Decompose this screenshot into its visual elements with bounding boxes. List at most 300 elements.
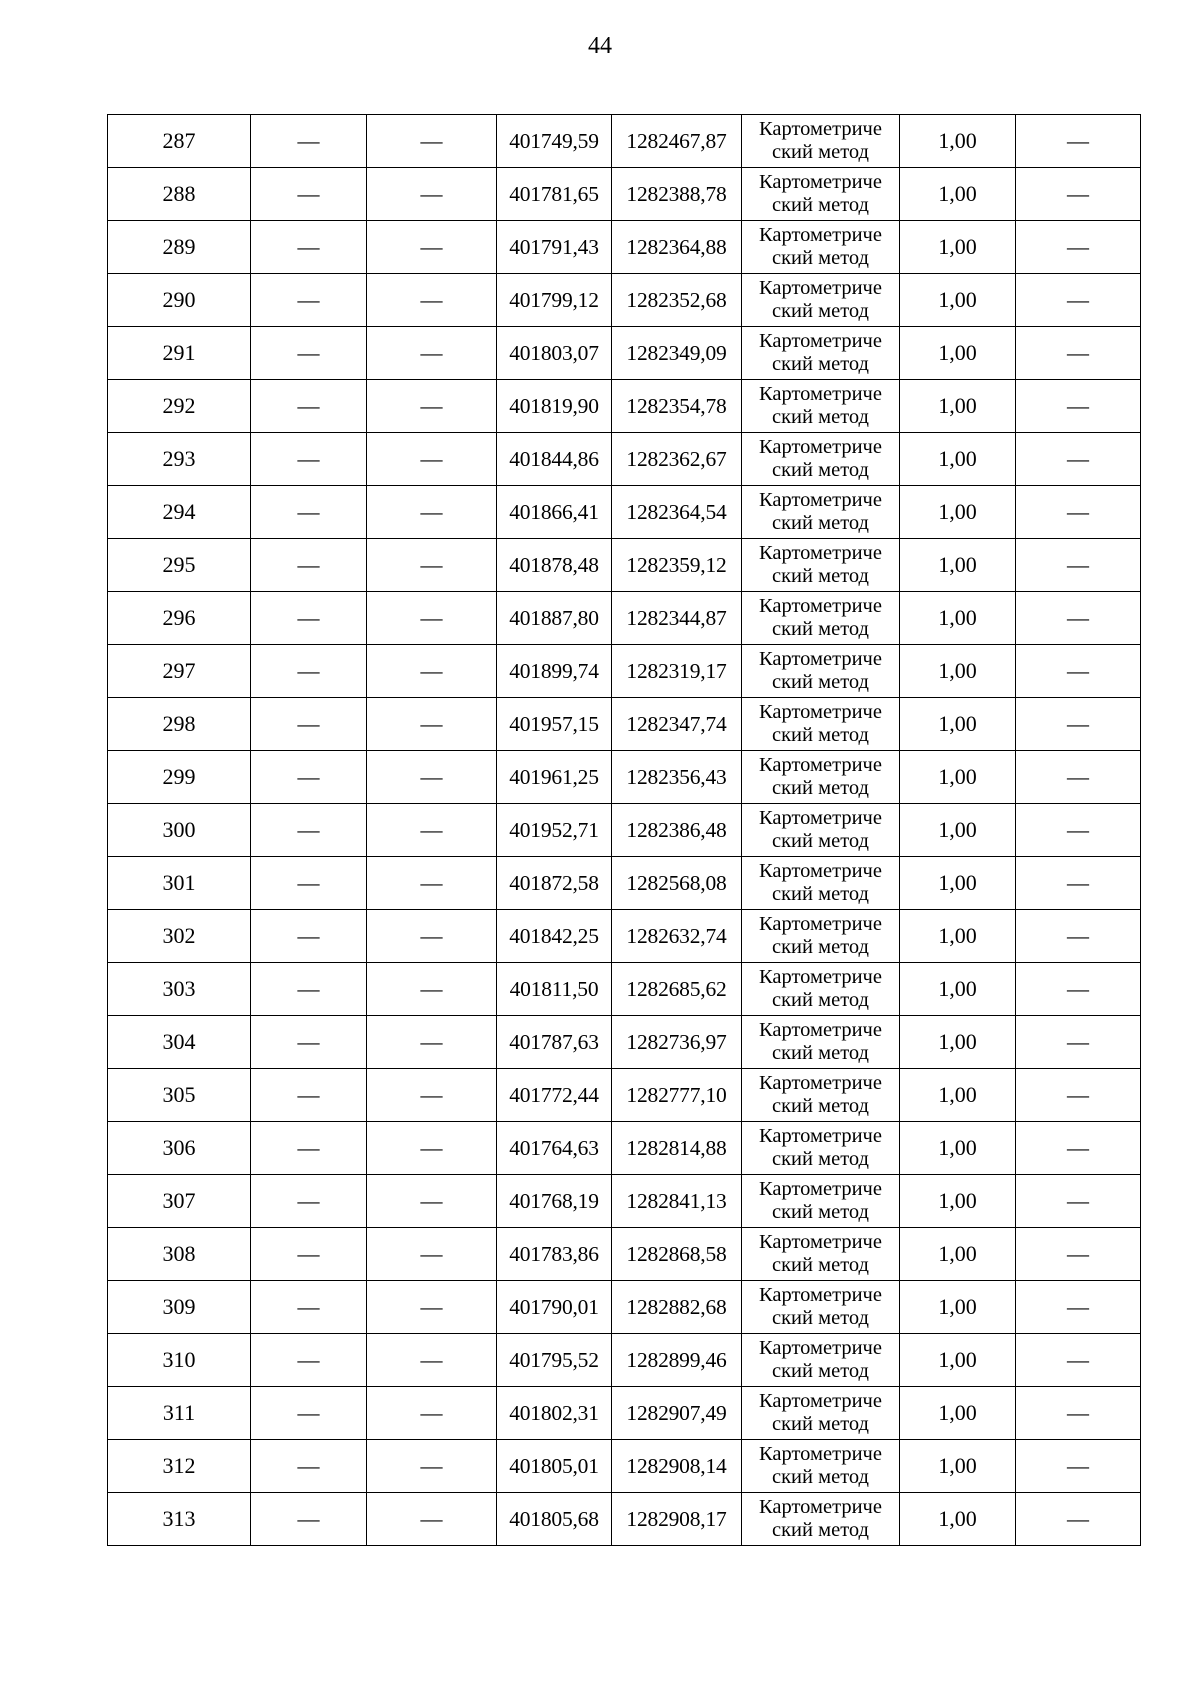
- method-line-2: ский метод: [772, 1042, 869, 1064]
- method-line-1: Картометриче: [759, 224, 882, 246]
- method-cell: [742, 221, 900, 274]
- empty-dash-cell-1: —: [251, 1016, 367, 1069]
- method-cell: [742, 751, 900, 804]
- coordinate-x-cell: 401783,86: [497, 1228, 612, 1281]
- empty-dash-cell-2: —: [367, 1228, 497, 1281]
- method-line-2: ский метод: [772, 1254, 869, 1276]
- coordinate-x-cell: 401803,07: [497, 327, 612, 380]
- empty-dash-cell-3: —: [1016, 1334, 1141, 1387]
- method-cell: [742, 963, 900, 1016]
- method-cell: [742, 1493, 900, 1546]
- method-cell: [742, 1387, 900, 1440]
- table-row: [108, 1228, 1141, 1281]
- empty-dash-cell-1: —: [251, 539, 367, 592]
- empty-dash-cell-1: —: [251, 486, 367, 539]
- point-number-cell: 310: [108, 1334, 251, 1387]
- method-line-1: Картометриче: [759, 1284, 882, 1306]
- empty-dash-cell-3: —: [1016, 1016, 1141, 1069]
- empty-dash-cell-1: —: [251, 910, 367, 963]
- method-line-1: Картометриче: [759, 1072, 882, 1094]
- method-cell: [742, 486, 900, 539]
- method-cell: [742, 1016, 900, 1069]
- accuracy-cell: 1,00: [900, 221, 1016, 274]
- point-number-cell: 290: [108, 274, 251, 327]
- coordinate-y-cell: 1282685,62: [612, 963, 742, 1016]
- empty-dash-cell-3: —: [1016, 910, 1141, 963]
- coordinate-x-cell: 401819,90: [497, 380, 612, 433]
- empty-dash-cell-1: —: [251, 751, 367, 804]
- empty-dash-cell-1: —: [251, 1175, 367, 1228]
- empty-dash-cell-2: —: [367, 274, 497, 327]
- coordinate-x-cell: 401872,58: [497, 857, 612, 910]
- coordinate-y-cell: 1282907,49: [612, 1387, 742, 1440]
- empty-dash-cell-3: —: [1016, 380, 1141, 433]
- method-line-1: Картометриче: [759, 1231, 882, 1253]
- method-cell: [742, 274, 900, 327]
- empty-dash-cell-3: —: [1016, 592, 1141, 645]
- coordinate-y-cell: 1282354,78: [612, 380, 742, 433]
- empty-dash-cell-2: —: [367, 1069, 497, 1122]
- coordinate-y-cell: 1282568,08: [612, 857, 742, 910]
- empty-dash-cell-3: —: [1016, 751, 1141, 804]
- table-row: [108, 168, 1141, 221]
- table-row: [108, 115, 1141, 168]
- method-line-2: ский метод: [772, 141, 869, 163]
- accuracy-cell: 1,00: [900, 645, 1016, 698]
- empty-dash-cell-3: —: [1016, 1175, 1141, 1228]
- empty-dash-cell-1: —: [251, 1122, 367, 1175]
- empty-dash-cell-3: —: [1016, 1281, 1141, 1334]
- coordinate-x-cell: 401799,12: [497, 274, 612, 327]
- point-number-cell: 302: [108, 910, 251, 963]
- empty-dash-cell-1: —: [251, 857, 367, 910]
- empty-dash-cell-2: —: [367, 1387, 497, 1440]
- coordinate-x-cell: 401790,01: [497, 1281, 612, 1334]
- coordinate-x-cell: 401887,80: [497, 592, 612, 645]
- coordinate-y-cell: 1282364,88: [612, 221, 742, 274]
- point-number-cell: 305: [108, 1069, 251, 1122]
- accuracy-cell: 1,00: [900, 1440, 1016, 1493]
- coordinate-y-cell: 1282347,74: [612, 698, 742, 751]
- method-line-2: ский метод: [772, 300, 869, 322]
- table-row: [108, 539, 1141, 592]
- method-cell: [742, 1281, 900, 1334]
- table-row: [108, 1440, 1141, 1493]
- method-cell: [742, 1175, 900, 1228]
- coordinate-y-cell: 1282349,09: [612, 327, 742, 380]
- empty-dash-cell-2: —: [367, 486, 497, 539]
- table-row: [108, 274, 1141, 327]
- coordinate-y-cell: 1282777,10: [612, 1069, 742, 1122]
- accuracy-cell: 1,00: [900, 1228, 1016, 1281]
- coordinate-y-cell: 1282814,88: [612, 1122, 742, 1175]
- coordinate-x-cell: 401791,43: [497, 221, 612, 274]
- empty-dash-cell-1: —: [251, 274, 367, 327]
- method-line-2: ский метод: [772, 1095, 869, 1117]
- coordinate-x-cell: 401811,50: [497, 963, 612, 1016]
- point-number-cell: 306: [108, 1122, 251, 1175]
- point-number-cell: 288: [108, 168, 251, 221]
- coordinate-y-cell: 1282868,58: [612, 1228, 742, 1281]
- method-line-1: Картометриче: [759, 171, 882, 193]
- point-number-cell: 309: [108, 1281, 251, 1334]
- coordinate-x-cell: 401772,44: [497, 1069, 612, 1122]
- empty-dash-cell-2: —: [367, 539, 497, 592]
- empty-dash-cell-2: —: [367, 221, 497, 274]
- method-line-1: Картометриче: [759, 277, 882, 299]
- method-line-1: Картометриче: [759, 1019, 882, 1041]
- point-number-cell: 307: [108, 1175, 251, 1228]
- method-cell: [742, 168, 900, 221]
- empty-dash-cell-1: —: [251, 592, 367, 645]
- method-cell: [742, 857, 900, 910]
- coordinate-y-cell: 1282364,54: [612, 486, 742, 539]
- method-cell: [742, 804, 900, 857]
- method-line-2: ский метод: [772, 724, 869, 746]
- method-line-1: Картометриче: [759, 542, 882, 564]
- method-line-2: ский метод: [772, 1413, 869, 1435]
- coordinate-x-cell: 401952,71: [497, 804, 612, 857]
- empty-dash-cell-3: —: [1016, 168, 1141, 221]
- empty-dash-cell-2: —: [367, 115, 497, 168]
- table-row: [108, 698, 1141, 751]
- method-line-1: Картометриче: [759, 1337, 882, 1359]
- point-number-cell: 313: [108, 1493, 251, 1546]
- empty-dash-cell-1: —: [251, 327, 367, 380]
- empty-dash-cell-3: —: [1016, 963, 1141, 1016]
- coordinate-y-cell: 1282356,43: [612, 751, 742, 804]
- point-number-cell: 293: [108, 433, 251, 486]
- point-number-cell: 292: [108, 380, 251, 433]
- empty-dash-cell-1: —: [251, 963, 367, 1016]
- method-cell: [742, 698, 900, 751]
- method-cell: [742, 1122, 900, 1175]
- accuracy-cell: 1,00: [900, 1387, 1016, 1440]
- method-line-1: Картометриче: [759, 860, 882, 882]
- coordinate-y-cell: 1282359,12: [612, 539, 742, 592]
- empty-dash-cell-2: —: [367, 1281, 497, 1334]
- coordinate-y-cell: 1282388,78: [612, 168, 742, 221]
- coordinate-y-cell: 1282467,87: [612, 115, 742, 168]
- empty-dash-cell-2: —: [367, 592, 497, 645]
- method-line-1: Картометриче: [759, 1125, 882, 1147]
- coordinate-y-cell: 1282882,68: [612, 1281, 742, 1334]
- empty-dash-cell-1: —: [251, 1440, 367, 1493]
- empty-dash-cell-2: —: [367, 168, 497, 221]
- method-cell: [742, 327, 900, 380]
- table-row: [108, 1069, 1141, 1122]
- table-row: [108, 1175, 1141, 1228]
- point-number-cell: 311: [108, 1387, 251, 1440]
- empty-dash-cell-1: —: [251, 1069, 367, 1122]
- point-number-cell: 304: [108, 1016, 251, 1069]
- accuracy-cell: 1,00: [900, 539, 1016, 592]
- empty-dash-cell-2: —: [367, 1122, 497, 1175]
- point-number-cell: 303: [108, 963, 251, 1016]
- method-line-1: Картометриче: [759, 436, 882, 458]
- method-line-1: Картометриче: [759, 595, 882, 617]
- accuracy-cell: 1,00: [900, 433, 1016, 486]
- coordinate-y-cell: 1282344,87: [612, 592, 742, 645]
- coordinate-x-cell: 401844,86: [497, 433, 612, 486]
- empty-dash-cell-1: —: [251, 221, 367, 274]
- table-row: [108, 804, 1141, 857]
- coordinate-x-cell: 401787,63: [497, 1016, 612, 1069]
- method-line-2: ский метод: [772, 1360, 869, 1382]
- coordinate-x-cell: 401795,52: [497, 1334, 612, 1387]
- coordinate-y-cell: 1282386,48: [612, 804, 742, 857]
- method-line-1: Картометриче: [759, 330, 882, 352]
- table-row: [108, 592, 1141, 645]
- empty-dash-cell-3: —: [1016, 857, 1141, 910]
- method-line-2: ский метод: [772, 565, 869, 587]
- accuracy-cell: 1,00: [900, 274, 1016, 327]
- table-row: [108, 433, 1141, 486]
- point-number-cell: 295: [108, 539, 251, 592]
- empty-dash-cell-2: —: [367, 1493, 497, 1546]
- method-cell: [742, 115, 900, 168]
- point-number-cell: 291: [108, 327, 251, 380]
- method-line-1: Картометриче: [759, 1496, 882, 1518]
- empty-dash-cell-2: —: [367, 645, 497, 698]
- empty-dash-cell-1: —: [251, 380, 367, 433]
- empty-dash-cell-3: —: [1016, 433, 1141, 486]
- empty-dash-cell-2: —: [367, 1175, 497, 1228]
- point-number-cell: 294: [108, 486, 251, 539]
- method-line-2: ский метод: [772, 353, 869, 375]
- empty-dash-cell-1: —: [251, 115, 367, 168]
- method-line-1: Картометриче: [759, 1443, 882, 1465]
- coordinate-x-cell: 401961,25: [497, 751, 612, 804]
- coordinate-x-cell: 401805,01: [497, 1440, 612, 1493]
- empty-dash-cell-3: —: [1016, 698, 1141, 751]
- coordinate-y-cell: 1282899,46: [612, 1334, 742, 1387]
- method-line-2: ский метод: [772, 459, 869, 481]
- method-line-2: ский метод: [772, 1148, 869, 1170]
- method-line-1: Картометриче: [759, 648, 882, 670]
- table-row: [108, 910, 1141, 963]
- method-line-1: Картометриче: [759, 807, 882, 829]
- empty-dash-cell-2: —: [367, 857, 497, 910]
- empty-dash-cell-2: —: [367, 380, 497, 433]
- table-row: [108, 380, 1141, 433]
- coordinate-x-cell: 401842,25: [497, 910, 612, 963]
- accuracy-cell: 1,00: [900, 1175, 1016, 1228]
- point-number-cell: 300: [108, 804, 251, 857]
- empty-dash-cell-2: —: [367, 327, 497, 380]
- coordinate-x-cell: 401802,31: [497, 1387, 612, 1440]
- method-line-2: ский метод: [772, 618, 869, 640]
- method-line-1: Картометриче: [759, 701, 882, 723]
- empty-dash-cell-3: —: [1016, 539, 1141, 592]
- method-line-1: Картометриче: [759, 1390, 882, 1412]
- empty-dash-cell-2: —: [367, 1334, 497, 1387]
- method-cell: [742, 645, 900, 698]
- method-cell: [742, 380, 900, 433]
- table-row: [108, 1281, 1141, 1334]
- empty-dash-cell-1: —: [251, 698, 367, 751]
- empty-dash-cell-3: —: [1016, 1493, 1141, 1546]
- accuracy-cell: 1,00: [900, 592, 1016, 645]
- coordinates-table: [107, 114, 1141, 1546]
- point-number-cell: 297: [108, 645, 251, 698]
- method-line-1: Картометриче: [759, 754, 882, 776]
- empty-dash-cell-3: —: [1016, 1069, 1141, 1122]
- method-line-2: ский метод: [772, 777, 869, 799]
- method-line-2: ский метод: [772, 936, 869, 958]
- method-line-2: ский метод: [772, 194, 869, 216]
- point-number-cell: 308: [108, 1228, 251, 1281]
- empty-dash-cell-2: —: [367, 910, 497, 963]
- accuracy-cell: 1,00: [900, 1069, 1016, 1122]
- coordinate-x-cell: 401899,74: [497, 645, 612, 698]
- table-row: [108, 645, 1141, 698]
- empty-dash-cell-3: —: [1016, 1387, 1141, 1440]
- table-row: [108, 1493, 1141, 1546]
- method-cell: [742, 1334, 900, 1387]
- coordinate-y-cell: 1282362,67: [612, 433, 742, 486]
- coordinate-x-cell: 401768,19: [497, 1175, 612, 1228]
- empty-dash-cell-3: —: [1016, 1228, 1141, 1281]
- empty-dash-cell-2: —: [367, 698, 497, 751]
- accuracy-cell: 1,00: [900, 486, 1016, 539]
- empty-dash-cell-3: —: [1016, 1122, 1141, 1175]
- method-cell: [742, 1228, 900, 1281]
- coordinate-y-cell: 1282908,14: [612, 1440, 742, 1493]
- coordinate-x-cell: 401805,68: [497, 1493, 612, 1546]
- point-number-cell: 312: [108, 1440, 251, 1493]
- point-number-cell: 296: [108, 592, 251, 645]
- empty-dash-cell-3: —: [1016, 1440, 1141, 1493]
- method-cell: [742, 910, 900, 963]
- empty-dash-cell-1: —: [251, 645, 367, 698]
- coordinate-x-cell: 401764,63: [497, 1122, 612, 1175]
- coordinate-y-cell: 1282352,68: [612, 274, 742, 327]
- method-line-2: ский метод: [772, 1201, 869, 1223]
- table-row: [108, 963, 1141, 1016]
- method-line-2: ский метод: [772, 671, 869, 693]
- coordinate-y-cell: 1282319,17: [612, 645, 742, 698]
- coordinate-y-cell: 1282841,13: [612, 1175, 742, 1228]
- empty-dash-cell-1: —: [251, 1334, 367, 1387]
- empty-dash-cell-3: —: [1016, 804, 1141, 857]
- accuracy-cell: 1,00: [900, 857, 1016, 910]
- method-line-2: ский метод: [772, 1466, 869, 1488]
- empty-dash-cell-3: —: [1016, 327, 1141, 380]
- method-cell: [742, 433, 900, 486]
- method-cell: [742, 1440, 900, 1493]
- method-line-1: Картометриче: [759, 1178, 882, 1200]
- table-row: [108, 857, 1141, 910]
- empty-dash-cell-3: —: [1016, 115, 1141, 168]
- table-row: [108, 486, 1141, 539]
- empty-dash-cell-1: —: [251, 804, 367, 857]
- accuracy-cell: 1,00: [900, 1281, 1016, 1334]
- method-cell: [742, 1069, 900, 1122]
- coordinate-x-cell: 401749,59: [497, 115, 612, 168]
- method-line-2: ский метод: [772, 512, 869, 534]
- method-cell: [742, 592, 900, 645]
- empty-dash-cell-2: —: [367, 1440, 497, 1493]
- empty-dash-cell-2: —: [367, 963, 497, 1016]
- accuracy-cell: 1,00: [900, 115, 1016, 168]
- table-body: [108, 115, 1141, 1546]
- point-number-cell: 301: [108, 857, 251, 910]
- table-row: [108, 1387, 1141, 1440]
- empty-dash-cell-2: —: [367, 804, 497, 857]
- table-row: [108, 1334, 1141, 1387]
- page-number: 44: [588, 33, 612, 59]
- method-line-2: ский метод: [772, 989, 869, 1011]
- table-row: [108, 751, 1141, 804]
- accuracy-cell: 1,00: [900, 963, 1016, 1016]
- accuracy-cell: 1,00: [900, 1493, 1016, 1546]
- point-number-cell: 299: [108, 751, 251, 804]
- empty-dash-cell-2: —: [367, 1016, 497, 1069]
- coordinate-x-cell: 401781,65: [497, 168, 612, 221]
- method-line-2: ский метод: [772, 1519, 869, 1541]
- method-line-1: Картометриче: [759, 966, 882, 988]
- empty-dash-cell-2: —: [367, 751, 497, 804]
- method-line-2: ский метод: [772, 406, 869, 428]
- table-row: [108, 1122, 1141, 1175]
- accuracy-cell: 1,00: [900, 698, 1016, 751]
- table-row: [108, 221, 1141, 274]
- table-row: [108, 327, 1141, 380]
- accuracy-cell: 1,00: [900, 751, 1016, 804]
- accuracy-cell: 1,00: [900, 327, 1016, 380]
- accuracy-cell: 1,00: [900, 1334, 1016, 1387]
- empty-dash-cell-1: —: [251, 1281, 367, 1334]
- coordinate-x-cell: 401866,41: [497, 486, 612, 539]
- point-number-cell: 287: [108, 115, 251, 168]
- point-number-cell: 298: [108, 698, 251, 751]
- empty-dash-cell-3: —: [1016, 274, 1141, 327]
- method-line-2: ский метод: [772, 1307, 869, 1329]
- empty-dash-cell-2: —: [367, 433, 497, 486]
- method-line-2: ский метод: [772, 830, 869, 852]
- coordinate-y-cell: 1282908,17: [612, 1493, 742, 1546]
- accuracy-cell: 1,00: [900, 168, 1016, 221]
- empty-dash-cell-3: —: [1016, 221, 1141, 274]
- empty-dash-cell-1: —: [251, 1387, 367, 1440]
- empty-dash-cell-3: —: [1016, 486, 1141, 539]
- method-line-2: ский метод: [772, 247, 869, 269]
- empty-dash-cell-1: —: [251, 1493, 367, 1546]
- table-row: [108, 1016, 1141, 1069]
- method-cell: [742, 539, 900, 592]
- method-line-1: Картометриче: [759, 913, 882, 935]
- accuracy-cell: 1,00: [900, 804, 1016, 857]
- coordinate-y-cell: 1282736,97: [612, 1016, 742, 1069]
- accuracy-cell: 1,00: [900, 1016, 1016, 1069]
- method-line-2: ский метод: [772, 883, 869, 905]
- accuracy-cell: 1,00: [900, 910, 1016, 963]
- coordinate-x-cell: 401957,15: [497, 698, 612, 751]
- empty-dash-cell-1: —: [251, 1228, 367, 1281]
- accuracy-cell: 1,00: [900, 1122, 1016, 1175]
- empty-dash-cell-1: —: [251, 433, 367, 486]
- method-line-1: Картометриче: [759, 383, 882, 405]
- point-number-cell: 289: [108, 221, 251, 274]
- accuracy-cell: 1,00: [900, 380, 1016, 433]
- method-line-1: Картометриче: [759, 489, 882, 511]
- coordinate-y-cell: 1282632,74: [612, 910, 742, 963]
- coordinate-x-cell: 401878,48: [497, 539, 612, 592]
- method-line-1: Картометриче: [759, 118, 882, 140]
- empty-dash-cell-1: —: [251, 168, 367, 221]
- empty-dash-cell-3: —: [1016, 645, 1141, 698]
